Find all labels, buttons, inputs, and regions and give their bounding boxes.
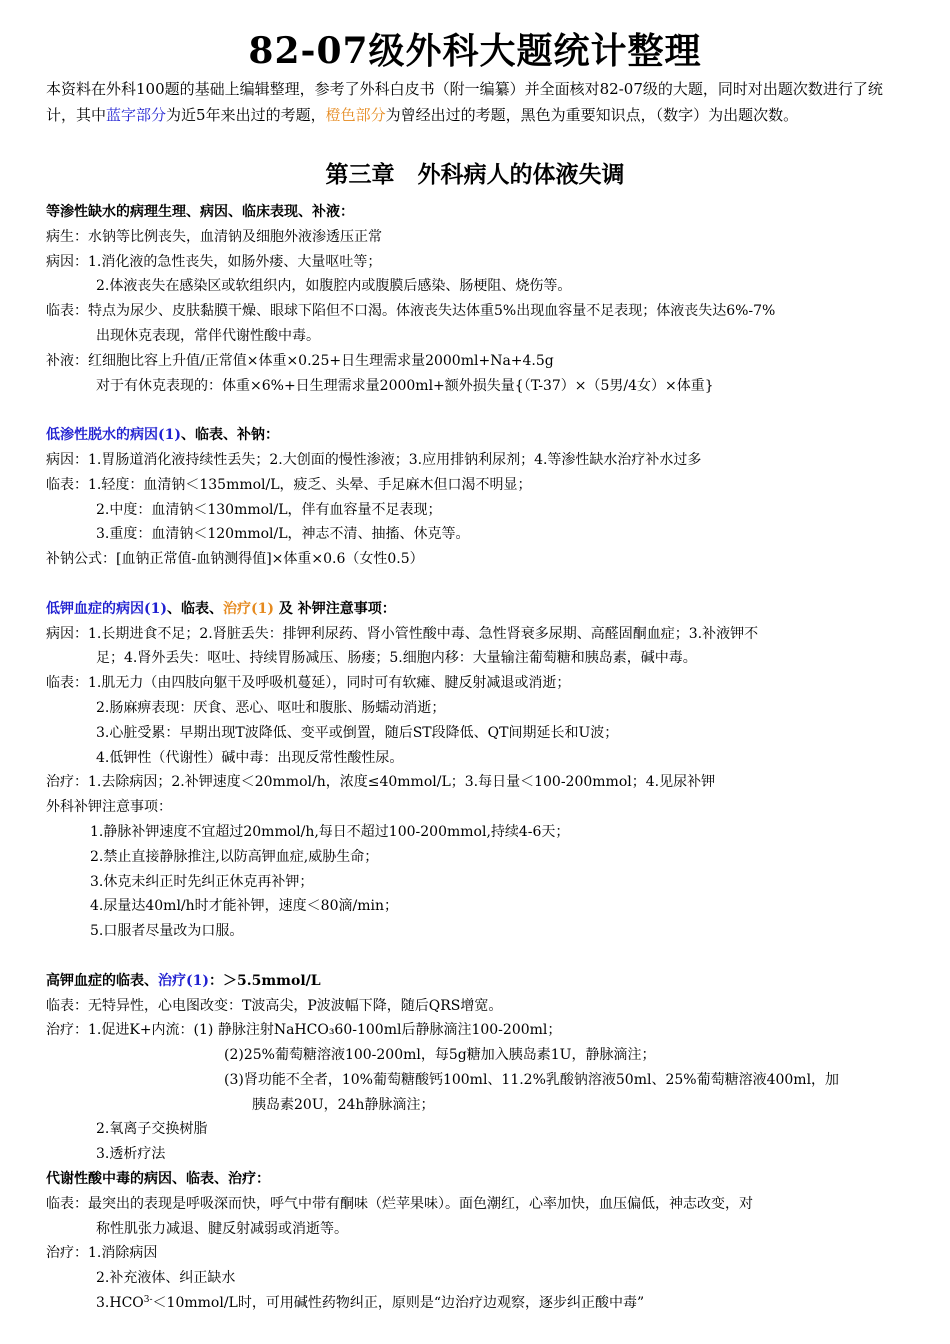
text-line: 3.透析疗法 — [96, 1146, 166, 1163]
intro-blue-legend: 蓝字部分 — [106, 106, 167, 124]
heading-part: ：＞5.5mmol/L — [209, 972, 321, 989]
heading-blue-part: 低钾血症的病因(1) — [46, 600, 167, 617]
heading-part: 、临表、 — [167, 600, 223, 617]
text-line: 5.口服者尽量改为口服。 — [90, 923, 244, 940]
text-line: 2.中度：血清钠＜130mmol/L，伴有血容量不足表现； — [96, 501, 442, 518]
section-heading-hyperkalemia — [46, 969, 916, 994]
text-line: 治疗：1.促进K+内流：(1) 静脉注射NaHCO₃60-100ml后静脉滴注100-200ml； — [46, 1022, 562, 1039]
text-line: 临表：无特异性，心电图改变：T波高尖，P波波幅下降，随后QRS增宽。 — [46, 997, 503, 1014]
text-line: 称性肌张力减退、腱反射减弱或消逝等。 — [96, 1220, 348, 1237]
text-line: 病生：水钠等比例丧失，血清钠及细胞外液渗透压正常 — [46, 228, 382, 245]
document-body — [46, 200, 916, 1316]
text-line: 治疗：1.消除病因 — [46, 1245, 158, 1262]
heading-blue-part: 低渗性脱水的病因(1) — [46, 427, 181, 444]
text-line: 2.氧离子交换树脂 — [96, 1121, 208, 1138]
text-line: 病因：1.消化液的急性丧失，如肠外瘘、大量呕吐等； — [46, 253, 382, 270]
text-line: 足；4.肾外丢失：呕吐、持续胃肠减压、肠瘘；5.细胞内移：大量输注葡萄糖和胰岛素，碱中毒。 — [96, 650, 697, 667]
text-line: 1.静脉补钾速度不宜超过20mmol/h,每日不超过100-200mmol,持续4-6天； — [90, 823, 570, 840]
intro-text: 为近5年来出过的考题， — [166, 106, 326, 124]
text-line: 4.低钾性（代谢性）碱中毒：出现反常性酸性尿。 — [96, 749, 404, 766]
intro-text: 本资料在外科100题的基础上编辑整理，参考了外科白皮书（附一编纂）并全面核对82-07级的大题，同时对出题次数进行了统计，其中 — [46, 80, 883, 124]
text-line: 对于有休克表现的：体重×6%+日生理需求量2000ml+额外损失量{（T-37）×（5男/4女）×体重} — [96, 377, 714, 394]
text-line: (2)25%葡萄糖溶液100-200ml，每5g糖加入胰岛素1U，静脉滴注； — [224, 1047, 656, 1064]
intro-text: 为曾经出过的考题，黑色为重要知识点，（数字）为出题次数。 — [385, 106, 799, 124]
chapter-heading: 第三章 外科病人的体液失调 — [325, 161, 625, 188]
text-line: 2.禁止直接静脉推注,以防高钾血症,威胁生命； — [90, 848, 379, 865]
text-line: 3.重度：血清钠＜120mmol/L，神志不清、抽搐、休克等。 — [96, 526, 470, 543]
text-line: 病因：1.长期进食不足；2.肾脏丢失：排钾利尿药、肾小管性酸中毒、急性肾衰多尿期、高醛固酮血症；3.补液钾不 — [46, 625, 759, 642]
text-line: 2.补充液体、纠正缺水 — [96, 1270, 236, 1287]
superscript: 3- — [143, 1295, 153, 1306]
text-line: 治疗：1.去除病因；2.补钾速度＜20mmol/h，浓度≤40mmol/L；3.每日量＜100-200mmol；4.见尿补钾 — [46, 774, 716, 791]
text-line: 4.尿量达40ml/h时才能补钾，速度＜80滴/min； — [90, 898, 398, 915]
text-line: (3)肾功能不全者，10%葡萄糖酸钙100ml、11.2%乳酸钠溶液50ml、25%葡萄糖溶液400ml，加 — [224, 1071, 840, 1088]
section-heading-hypotonic — [46, 423, 916, 448]
text-line: 补液：红细胞比容上升值/正常值×体重×0.25+日生理需求量2000ml+Na+4.5g — [46, 352, 554, 369]
text-line: 临表：1.轻度：血清钠＜135mmol/L，疲乏、头晕、手足麻木但口渴不明显； — [46, 476, 532, 493]
section-heading-hypokalemia — [46, 597, 916, 622]
text-line: 临表：特点为尿少、皮肤黏膜干燥、眼球下陷但不口渴。体液丧失达体重5%出现血容量不足表现；体液丧失达6%-7% — [46, 303, 776, 320]
heading-orange-part: 治疗(1) — [223, 600, 274, 617]
text-part: ＜10mmol/L时，可用碱性药物纠正，原则是“边治疗边观察，逐步纠正酸中毒” — [152, 1295, 645, 1312]
heading-part: 及 补钾注意事项： — [274, 600, 396, 617]
text-line: 临表：1.肌无力（由四肢向躯干及呼吸机蔓延），同时可有软瘫、腱反射减退或消逝； — [46, 675, 571, 692]
text-part: 3.HCO — [96, 1295, 144, 1312]
text-line: 胰岛素20U，24h静脉滴注； — [252, 1096, 435, 1113]
text-line: 补钠公式：[血钠正常值-血钠测得值]×体重×0.6（女性0.5） — [46, 551, 424, 568]
document-title: 82-07级外科大题统计整理 — [248, 30, 702, 72]
heading-blue-part: 治疗(1) — [158, 972, 209, 989]
section-heading-acidosis: 代谢性酸中毒的病因、临表、治疗： — [46, 1171, 270, 1188]
section-heading-isotonic: 等渗性缺水的病理生理、病因、临床表现、补液： — [46, 204, 354, 220]
text-line: 3.心脏受累：早期出现T波降低、变平或倒置，随后ST段降低、QT间期延长和U波； — [96, 724, 619, 741]
text-line: 外科补钾注意事项： — [46, 799, 172, 816]
text-line: 3.休克未纠正时先纠正休克再补钾； — [90, 873, 314, 890]
intro-paragraph — [46, 76, 912, 128]
intro-orange-legend: 橙色部分 — [325, 106, 386, 124]
text-line: 出现休克表现，常伴代谢性酸中毒。 — [96, 327, 320, 344]
text-line: 病因：1.胃肠道消化液持续性丢失；2.大创面的慢性渗液；3.应用排钠利尿剂；4.等渗性缺水治疗补水过多 — [46, 451, 702, 468]
text-line — [46, 1291, 916, 1316]
text-line: 2.肠麻痹表现：厌食、恶心、呕吐和腹胀、肠蠕动消逝； — [96, 699, 446, 716]
text-line: 2.体液丧失在感染区或软组织内，如腹腔内或腹膜后感染、肠梗阻、烧伤等。 — [96, 278, 572, 295]
heading-part: 高钾血症的临表、 — [46, 972, 158, 989]
heading-part: 、临表、补钠： — [181, 427, 279, 444]
text-line: 临表：最突出的表现是呼吸深而快，呼气中带有酮味（烂苹果味）。面色潮红，心率加快，血压偏低，神志改变，对 — [46, 1195, 753, 1212]
